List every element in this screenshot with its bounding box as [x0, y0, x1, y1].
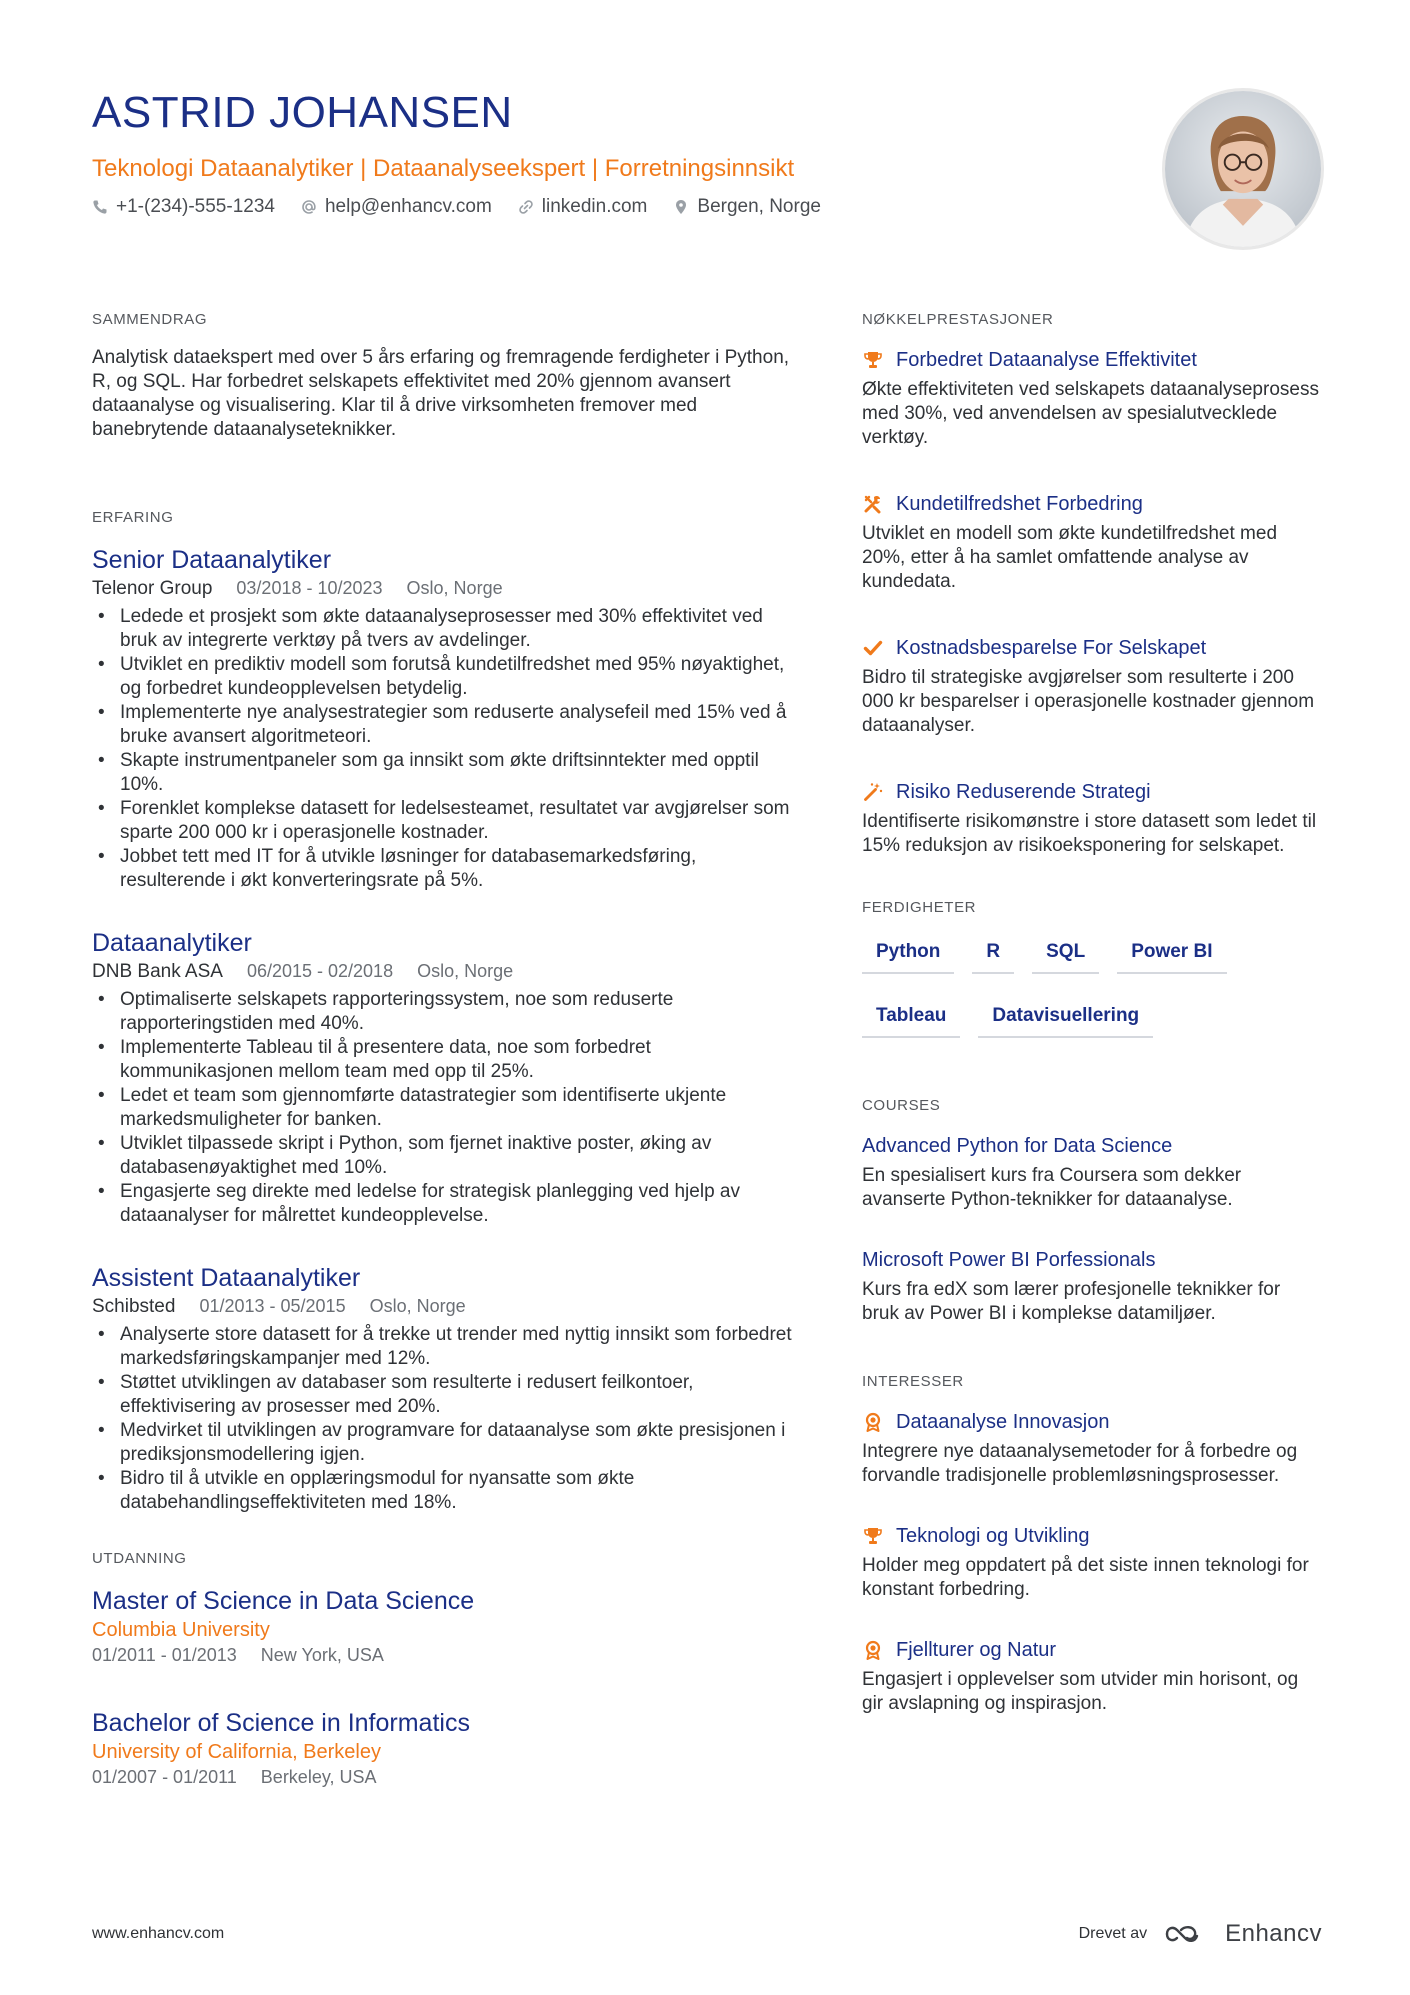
skill-tag: SQL — [1032, 934, 1099, 974]
achievement-desc: Utviklet en modell som økte kundetilfredshet med 20%, etter å ha samlet omfattende analyse av kundedata. — [862, 523, 1278, 592]
achievement-head — [862, 346, 1322, 374]
job-bullet: • Ledede et prosjekt som økte dataanalyseprosesser med 30% effektivitet ved bruk av integrerte verktøy på tvers av avdelinger. — [92, 605, 792, 653]
job-bullets — [92, 1323, 792, 1515]
interest-item — [862, 1522, 1322, 1602]
trophy-icon — [862, 1525, 884, 1547]
skill-tag: R — [972, 934, 1014, 974]
skill-tag: Python — [862, 934, 954, 974]
edu-meta — [92, 1643, 792, 1667]
interest-head — [862, 1408, 1322, 1436]
tools-icon — [862, 493, 884, 515]
job-bullet: • Bidro til å utvikle en opplæringsmodul for nyansatte som økte databehandlingseffektiviteten med 18%. — [92, 1467, 792, 1515]
job-bullet: • Støttet utviklingen av databaser som resulterte i redusert feilkontoer, effektivisering av prosesser med 20%. — [92, 1371, 792, 1419]
experience-section — [92, 508, 792, 1515]
job-date: 06/2015 - 02/2018 — [246, 961, 394, 981]
interest-title: Fjellturer og Natur — [896, 1639, 1057, 1661]
courses-section — [862, 1096, 1322, 1326]
job-meta — [92, 1294, 792, 1319]
resume-header — [92, 88, 1092, 220]
magic-wand-icon — [862, 781, 884, 803]
job-title: Senior Dataanalytiker — [92, 546, 332, 574]
job-company: DNB Bank ASA — [92, 961, 223, 982]
contact-phone — [92, 194, 275, 220]
contact-linkedin[interactable] — [518, 194, 648, 220]
course-desc: Kurs fra edX som lærer profesjonelle teknikker for bruk av Power BI i komplekse datamiljøer. — [862, 1279, 1281, 1324]
link-icon — [518, 199, 534, 215]
achievement-head — [862, 490, 1322, 518]
skill-tag: Power BI — [1117, 934, 1226, 974]
job-bullet: • Engasjerte seg direkte med ledelse for strategisk planlegging ved hjelp av dataanalyser for målrettet kundeopplevelse. — [92, 1180, 792, 1228]
job-entry — [92, 1262, 792, 1515]
course-item — [862, 1246, 1322, 1326]
achievement-desc: Økte effektiviteten ved selskapets dataanalyseprosess med 30%, ved anvendelsen av spesialutvecklede verktøy. — [862, 379, 1319, 448]
skills-heading: FERDIGHETER — [862, 899, 977, 916]
footer-brand — [1079, 1920, 1322, 1948]
left-column — [92, 310, 792, 1829]
interest-title: Teknologi og Utvikling — [896, 1525, 1090, 1547]
achievements-section — [862, 310, 1322, 858]
interest-item — [862, 1636, 1322, 1716]
job-bullets — [92, 605, 792, 893]
job-title: Dataanalytiker — [92, 929, 252, 957]
job-bullet: • Implementerte Tableau til å presentere data, noe som forbedret kommunikasjonen mellom team med opp til 25%. — [92, 1036, 792, 1084]
job-bullet: • Implementerte nye analysestrategier som reduserte analysefeil med 15% ved å bruke avansert algoritmeteori. — [92, 701, 792, 749]
achievement-item — [862, 634, 1322, 738]
candidate-tagline: Teknologi Dataanalytiker | Dataanalyseekspert | Forretningsinnsikt — [92, 155, 795, 182]
education-entry — [92, 1585, 792, 1667]
skill-tag: Tableau — [862, 998, 960, 1038]
interest-head — [862, 1522, 1322, 1550]
profile-photo — [1162, 88, 1324, 250]
job-company: Schibsted — [92, 1296, 176, 1317]
award-icon — [862, 1411, 884, 1433]
interest-desc: Engasjert i opplevelser som utvider min horisont, og gir avslapning og inspirasjon. — [862, 1669, 1299, 1714]
job-meta — [92, 576, 792, 601]
job-date: 01/2013 - 05/2015 — [199, 1296, 346, 1316]
job-bullet: • Analyserte store datasett for å trekke ut trender med nyttig innsikt som forbedret markedsføringskampanjer med 12%. — [92, 1323, 792, 1371]
education-section — [92, 1549, 792, 1789]
contact-email[interactable] — [301, 194, 492, 220]
edu-location: New York, USA — [260, 1645, 384, 1665]
interest-desc: Integrere nye dataanalysemetoder for å forbedre og forvandle tradisjonelle problemløsningsprosesser. — [862, 1441, 1298, 1486]
avatar — [1165, 91, 1321, 247]
page-footer — [92, 1920, 1322, 1948]
brand-name: Enhancv — [1225, 1920, 1322, 1947]
powered-by-label: Drevet av — [1078, 1925, 1148, 1942]
course-desc: En spesialisert kurs fra Coursera som dekker avanserte Python-teknikker for dataanalyse. — [862, 1165, 1242, 1210]
skill-tag: Datavisuellering — [978, 998, 1153, 1038]
interest-item — [862, 1408, 1322, 1488]
checkmark-icon — [862, 637, 884, 659]
job-bullet: • Ledet et team som gjennomførte datastrategier som identifiserte ukjente markedsmuligheter for banken. — [92, 1084, 792, 1132]
interests-section — [862, 1372, 1322, 1716]
job-entry — [92, 927, 792, 1228]
summary-text: Analytisk dataekspert med over 5 års erfaring og fremragende ferdigheter i Python, R, og SQL. Har forbedret selskapets effektivitet med 20% gjennom avansert dataanalyse og visualisering. Klar til å drive virksomheten fremover med banebrytende dataanalyseteknikker. — [92, 347, 790, 440]
job-location: Oslo, Norge — [369, 1296, 466, 1316]
award-icon — [862, 1639, 884, 1661]
job-location: Oslo, Norge — [406, 578, 503, 598]
interests-heading: INTERESSER — [862, 1373, 964, 1390]
edu-date: 01/2007 - 01/2011 — [92, 1767, 237, 1787]
job-location: Oslo, Norge — [417, 961, 514, 981]
enhancv-logo-icon — [1163, 1922, 1209, 1946]
linkedin-text[interactable]: linkedin.com — [541, 196, 648, 217]
achievement-item — [862, 490, 1322, 594]
email-text[interactable]: help@enhancv.com — [324, 196, 492, 217]
phone-text: +1-(234)-555-1234 — [116, 196, 275, 217]
achievement-title: Risiko Reduserende Strategi — [896, 781, 1151, 803]
edu-degree: Bachelor of Science in Informatics — [92, 1709, 470, 1737]
edu-location: Berkeley, USA — [260, 1767, 377, 1787]
edu-degree: Master of Science in Data Science — [92, 1587, 475, 1615]
job-bullet: • Skapte instrumentpaneler som ga innsikt som økte driftsinntekter med opptil 10%. — [92, 749, 792, 797]
job-bullet: • Jobbet tett med IT for å utvikle løsninger for databasemarkedsføring, resulterende i økt konverteringsrate på 5%. — [92, 845, 792, 893]
experience-heading: ERFARING — [92, 509, 174, 526]
achievement-head — [862, 778, 1322, 806]
edu-date: 01/2011 - 01/2013 — [92, 1645, 237, 1665]
course-item — [862, 1132, 1322, 1212]
course-title: Microsoft Power BI Porfessionals — [862, 1249, 1156, 1271]
job-bullet: • Optimaliserte selskapets rapporteringssystem, noe som reduserte rapporteringstiden med 40%. — [92, 988, 792, 1036]
interest-head — [862, 1636, 1322, 1664]
trophy-icon — [862, 349, 884, 371]
footer-url[interactable]: www.enhancv.com — [92, 1925, 225, 1942]
achievement-head — [862, 634, 1322, 662]
job-entry — [92, 544, 792, 893]
location-text: Bergen, Norge — [697, 196, 821, 217]
job-title: Assistent Dataanalytiker — [92, 1264, 361, 1292]
job-bullet: • Utviklet tilpassede skript i Python, som fjernet inaktive poster, øking av databasenøyaktighet med 10%. — [92, 1132, 792, 1180]
achievements-heading: NØKKELPRESTASJONER — [862, 311, 1054, 328]
location-pin-icon — [673, 199, 689, 215]
achievement-title: Kostnadsbesparelse For Selskapet — [896, 637, 1207, 659]
achievement-item — [862, 778, 1322, 858]
job-bullet: • Medvirket til utviklingen av programvare for dataanalyse som økte presisjonen i prediksjonsmodellering igjen. — [92, 1419, 792, 1467]
summary-section — [92, 310, 792, 442]
job-bullet: • Forenklet komplekse datasett for ledelsesteamet, resultatet var avgjørelser som sparte 200 000 kr i operasjonelle kostnader. — [92, 797, 792, 845]
achievement-title: Forbedret Dataanalyse Effektivitet — [896, 349, 1197, 371]
achievement-title: Kundetilfredshet Forbedring — [896, 493, 1143, 515]
courses-heading: COURSES — [862, 1097, 941, 1114]
interest-title: Dataanalyse Innovasjon — [896, 1411, 1110, 1433]
interest-desc: Holder meg oppdatert på det siste innen teknologi for konstant forbedring. — [862, 1555, 1309, 1600]
course-title: Advanced Python for Data Science — [862, 1135, 1173, 1157]
education-heading: UTDANNING — [92, 1550, 187, 1567]
achievement-item — [862, 346, 1322, 450]
phone-icon — [92, 199, 108, 215]
skills-section — [862, 898, 1322, 1038]
achievement-desc: Bidro til strategiske avgjørelser som resulterte i 200 000 kr besparelser i operasjonelle kostnader gjennom dataanalyser. — [862, 667, 1315, 736]
job-date: 03/2018 - 10/2023 — [236, 578, 383, 598]
edu-meta — [92, 1765, 792, 1789]
job-meta — [92, 959, 792, 984]
summary-heading: SAMMENDRAG — [92, 311, 208, 328]
candidate-name: ASTRID JOHANSEN — [92, 88, 513, 137]
job-bullet: • Utviklet en prediktiv modell som forutså kundetilfredshet med 95% nøyaktighet, og forbedret kundeopplevelsen betydelig. — [92, 653, 792, 701]
skills-list — [862, 934, 1262, 1038]
achievement-desc: Identifiserte risikomønstre i store datasett som ledet til 15% reduksjon av risikoeksponering for selskapet. — [862, 811, 1317, 856]
job-company: Telenor Group — [92, 578, 213, 599]
right-column — [862, 310, 1322, 1716]
edu-school: University of California, Berkeley — [92, 1741, 381, 1763]
education-entry — [92, 1707, 792, 1789]
job-bullets — [92, 988, 792, 1228]
contact-row — [92, 194, 1092, 220]
at-sign-icon — [301, 199, 317, 215]
contact-location — [673, 194, 821, 220]
edu-school: Columbia University — [92, 1619, 270, 1641]
